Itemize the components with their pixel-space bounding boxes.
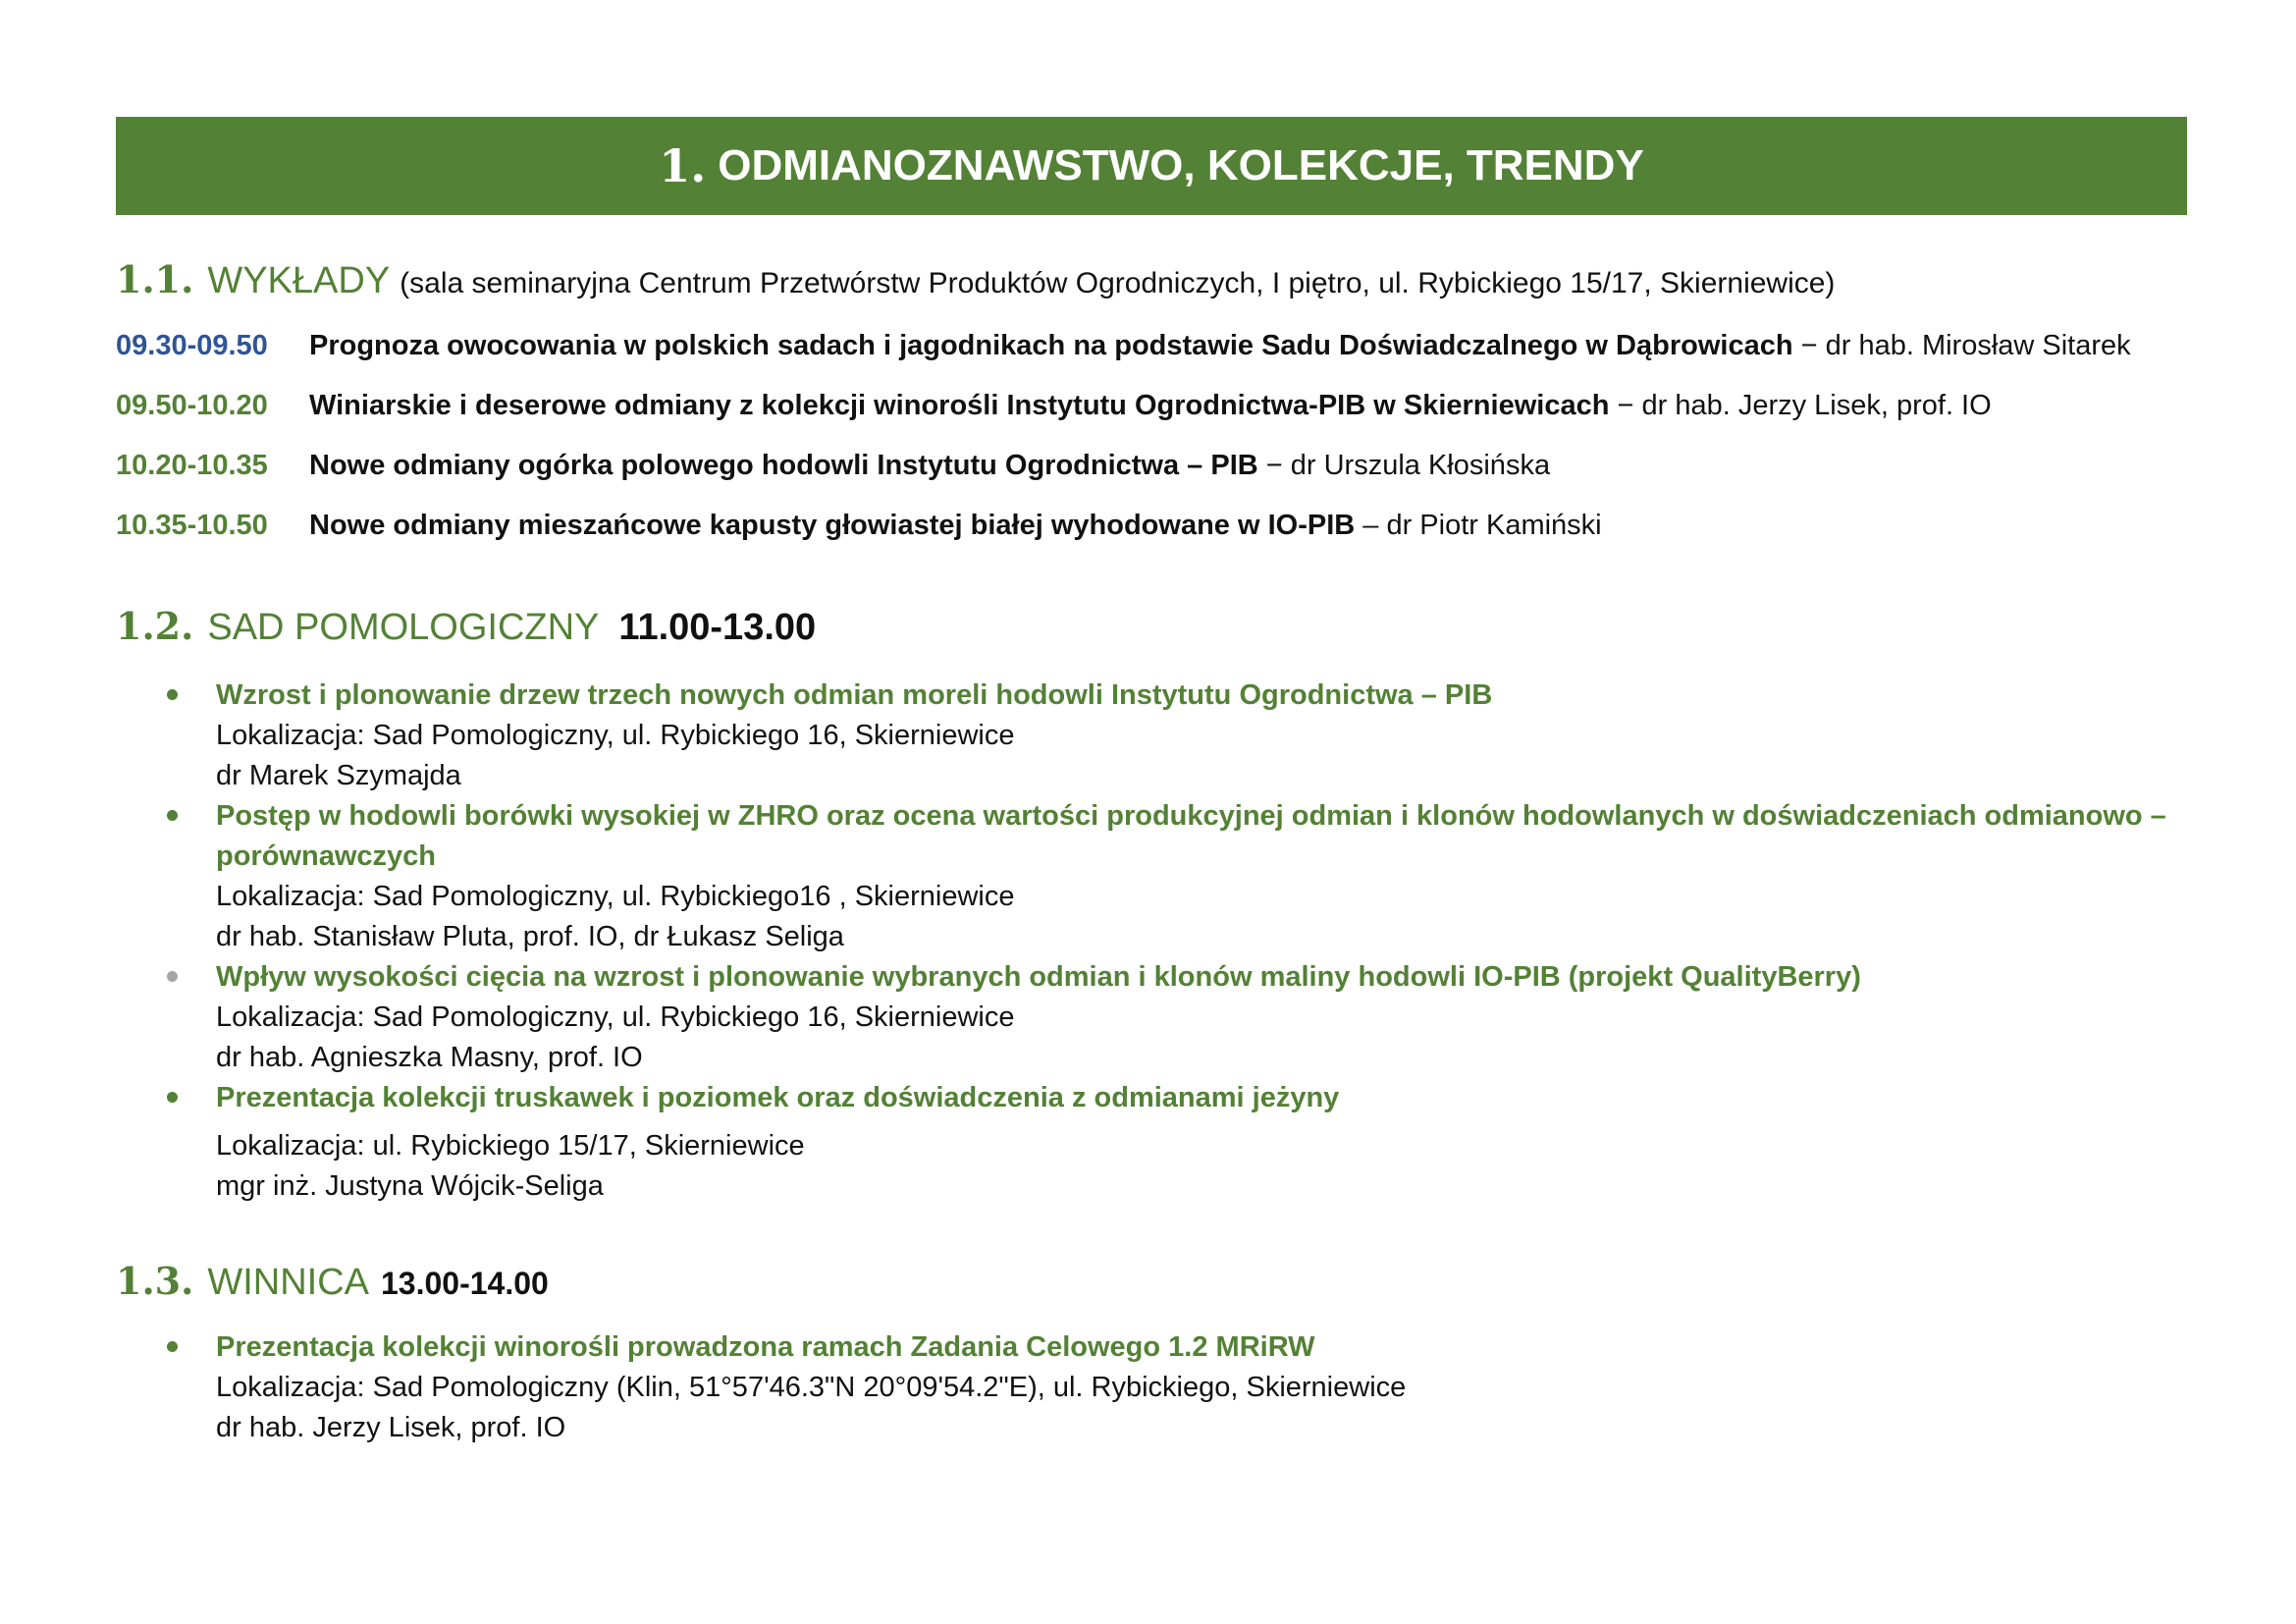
lecture-time: 10.20-10.35: [116, 450, 268, 481]
item-title: Prezentacja kolekcji winorośli prowadzona ramach Zadania Celowego 1.2 MRiRW: [216, 1331, 1315, 1363]
list-item: [167, 957, 2199, 1078]
section-time: 13.00-14.00: [381, 1266, 549, 1301]
lecture-title: Nowe odmiany ogórka polowego hodowli Instytutu Ogrodnictwa – PIB: [309, 450, 1258, 481]
section-title: WINNICA: [207, 1262, 369, 1303]
chapter-number: 1.: [659, 139, 707, 192]
item-location: Lokalizacja: Sad Pomologiczny, ul. Rybickiego16 , Skierniewice: [216, 881, 1015, 912]
list-item: [167, 796, 2199, 957]
lecture-title: Nowe odmiany mieszańcowe kapusty głowiastej białej wyhodowane w IO-PIB: [309, 510, 1356, 541]
bullet-icon: [167, 1341, 178, 1352]
list-item: [167, 676, 2199, 796]
lecture-time: 09.30-09.50: [116, 330, 268, 361]
chapter-banner: [116, 117, 2187, 215]
item-person: dr hab. Agnieszka Masny, prof. IO: [216, 1042, 643, 1073]
lecture-row: [116, 510, 2226, 542]
lecture-row: [116, 450, 2226, 482]
lecture-row: [116, 330, 2226, 362]
section-note: (sala seminaryjna Centrum Przetwórstw Produktów Ogrodniczych, I piętro, ul. Rybickiego 15/17, Skierniewice): [400, 267, 1836, 299]
item-person: dr Marek Szymajda: [216, 760, 461, 791]
item-location: Lokalizacja: Sad Pomologiczny, ul. Rybickiego 16, Skierniewice: [216, 1001, 1015, 1033]
bullet-icon: [167, 810, 178, 821]
vineyard-list: [167, 1327, 2199, 1448]
lecture-speaker: − dr hab. Jerzy Lisek, prof. IO: [1609, 390, 1992, 421]
section-number: 1.3.: [116, 1259, 194, 1303]
item-person: mgr inż. Justyna Wójcik-Seliga: [216, 1170, 604, 1202]
item-person: dr hab. Jerzy Lisek, prof. IO: [216, 1412, 566, 1443]
section-title: SAD POMOLOGICZNY: [207, 607, 600, 648]
chapter-title: ODMIANOZNAWSTWO, KOLEKCJE, TRENDY: [718, 141, 1644, 189]
lecture-speaker: – dr Piotr Kamiński: [1355, 510, 1602, 541]
lecture-time: 10.35-10.50: [116, 510, 268, 541]
item-person: dr hab. Stanisław Pluta, prof. IO, dr Łukasz Seliga: [216, 921, 844, 952]
lecture-title: Winiarskie i deserowe odmiany z kolekcji winorośli Instytutu Ogrodnictwa-PIB w Skierniewicach: [309, 390, 1610, 421]
lecture-speaker: − dr Urszula Kłosińska: [1257, 450, 1551, 481]
list-item: [167, 1078, 2199, 1207]
item-title: Wzrost i plonowanie drzew trzech nowych odmian moreli hodowli Instytutu Ogrodnictwa – PIB: [216, 679, 1493, 711]
item-title: Wpływ wysokości cięcia na wzrost i plonowanie wybranych odmian i klonów maliny hodowli IO-PIB (projekt QualityBerry): [216, 961, 1861, 993]
item-location: Lokalizacja: Sad Pomologiczny (Klin, 51°57'46.3"N 20°09'54.2"E), ul. Rybickiego, Skierniewice: [216, 1372, 1407, 1403]
list-item: [167, 1327, 2199, 1448]
section-heading-vineyard: [116, 1259, 549, 1304]
section-number: 1.2.: [116, 604, 194, 648]
item-location: Lokalizacja: ul. Rybickiego 15/17, Skierniewice: [216, 1130, 805, 1162]
bullet-icon: [167, 689, 178, 700]
lecture-time: 09.50-10.20: [116, 390, 268, 421]
item-title: Prezentacja kolekcji truskawek i poziomek oraz doświadczenia z odmianami jeżyny: [216, 1082, 1340, 1113]
section-number: 1.1.: [116, 257, 194, 301]
lecture-speaker: − dr hab. Mirosław Sitarek: [1792, 330, 2131, 361]
bullet-icon: [167, 1092, 178, 1103]
orchard-list: [167, 676, 2199, 1207]
lecture-row: [116, 390, 2226, 422]
bullet-icon: [167, 971, 178, 982]
lecture-title: Prognoza owocowania w polskich sadach i jagodnikach na podstawie Sadu Doświadczalnego w Dąbrowicach: [309, 330, 1793, 361]
section-title: WYKŁADY: [207, 260, 391, 301]
section-time: 11.00-13.00: [618, 607, 817, 648]
section-heading-lectures: [116, 257, 1835, 302]
section-heading-orchard: [116, 604, 816, 649]
item-location: Lokalizacja: Sad Pomologiczny, ul. Rybickiego 16, Skierniewice: [216, 720, 1015, 751]
item-title: Postęp w hodowli borówki wysokiej w ZHRO oraz ocena wartości produkcyjnej odmian i klonów hodowlanych w doświadczeniach odmianowo – porównawczych: [216, 800, 2166, 872]
